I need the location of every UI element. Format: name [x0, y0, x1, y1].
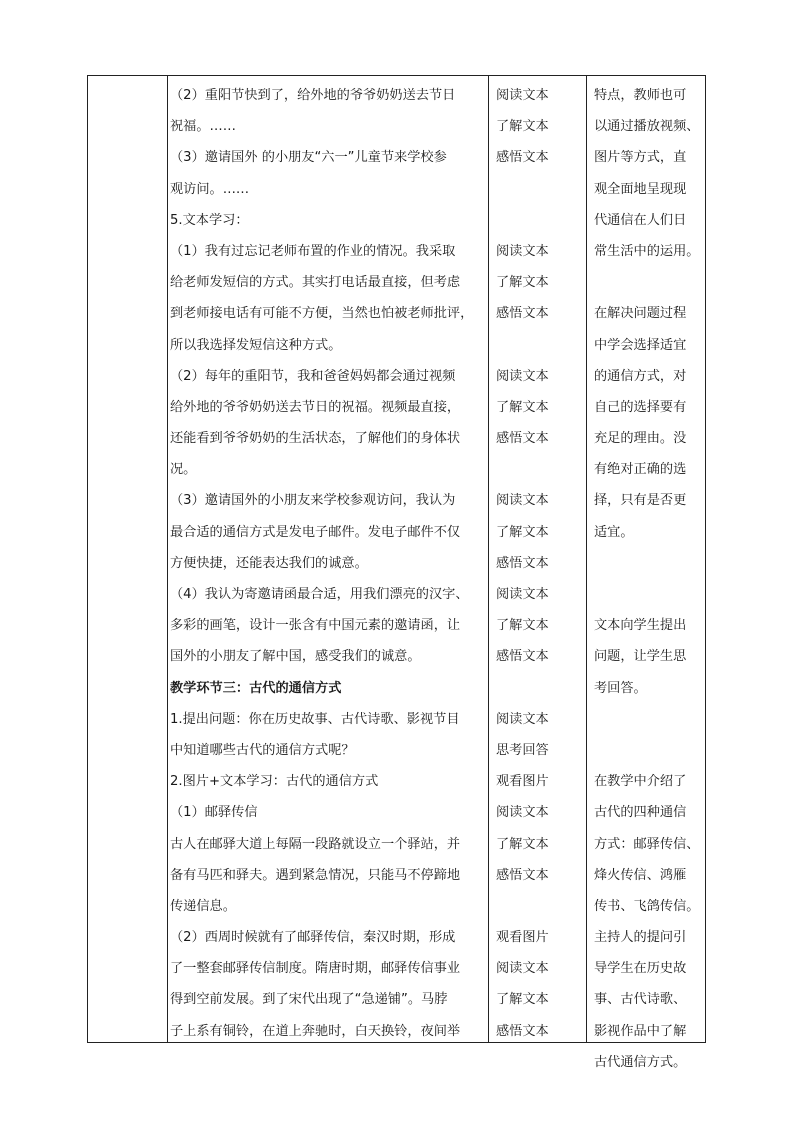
text-line: 况。 [170, 462, 197, 478]
text-line: 事、古代诗歌、 [594, 992, 687, 1008]
text-line [496, 330, 586, 361]
text-line: 给老师发短信的方式。其实打电话最直接，但考虑 [170, 275, 461, 291]
text-line: 观看图片 [496, 774, 549, 790]
text-line: 中学会选择适宜 [594, 337, 687, 353]
column-divider [488, 76, 489, 1042]
text-line: 传书、飞鸽传信。 [594, 898, 700, 914]
text-line: 还能看到爷爷奶奶的生活状态，了解他们的身体状 [170, 431, 461, 447]
text-line: （2）西周时候就有了邮驿传信，秦汉时期，形成 [170, 930, 456, 946]
student-activity-column [496, 80, 586, 1047]
text-line: 观访问。…… [170, 181, 250, 197]
text-line [594, 267, 704, 298]
text-line: 了解文本 [496, 524, 549, 540]
text-line: 到老师接电话有可能不方便，当然也怕被老师批评， [170, 306, 474, 322]
text-line: 代通信在人们日 [594, 212, 687, 228]
text-line: 古代的四种通信 [594, 805, 687, 821]
text-line [594, 704, 704, 735]
text-line: （3）邀请国外 的小朋友“六一”儿童节来学校参 [170, 150, 447, 166]
text-line: 感悟文本 [496, 555, 549, 571]
text-line: 阅读文本 [496, 88, 549, 103]
text-line [496, 891, 586, 922]
text-line: 所以我选择发短信这种方式。 [170, 337, 342, 353]
text-line: 问题，让学生思 [594, 649, 687, 665]
text-line: 阅读文本 [496, 805, 549, 821]
text-line [496, 174, 586, 205]
text-line [496, 205, 586, 236]
text-line: 感悟文本 [496, 1023, 549, 1039]
text-line: 阅读文本 [496, 711, 549, 727]
text-line [594, 735, 704, 766]
text-line: 以通过播放视频、 [594, 119, 700, 135]
teaching-content-column [170, 80, 488, 1047]
text-line: 了解文本 [496, 399, 549, 415]
text-line: 在教学中介绍了 [594, 774, 687, 790]
text-line: 了解文本 [496, 836, 549, 852]
text-line [594, 579, 704, 610]
column-divider [167, 76, 168, 1042]
text-line: 了解文本 [496, 119, 549, 135]
text-line: 古人在邮驿大道上每隔一段路就设立一个驿站，并 [170, 836, 461, 852]
text-line: 感悟文本 [496, 867, 549, 883]
text-line: 方便快捷，还能表达我们的诚意。 [170, 555, 368, 571]
text-line: 了解文本 [496, 275, 549, 291]
text-line: （4）我认为寄邀请函最合适，用我们漂亮的汉字、 [170, 587, 469, 602]
text-line: 阅读文本 [496, 587, 549, 602]
text-line: 考回答。 [594, 680, 647, 696]
text-line: 1.提出问题：你在历史故事、古代诗歌、影视节目 [170, 711, 460, 727]
text-line: （1）邮驿传信 [170, 805, 258, 821]
text-line: 观看图片 [496, 930, 549, 946]
text-line: 在解决问题过程 [594, 306, 687, 322]
text-line: 文本向学生提出 [594, 618, 687, 634]
text-line: 国外的小朋友了解中国，感受我们的诚意。 [170, 649, 421, 665]
column-divider [586, 76, 587, 1042]
text-line: 多彩的画笔，设计一张含有中国元素的邀请函，让 [170, 618, 461, 634]
text-line: （2）重阳节快到了，给外地的爷爷奶奶送去节日 [170, 88, 456, 103]
text-line: 了解文本 [496, 992, 549, 1008]
text-line: 传递信息。 [170, 898, 236, 914]
text-line: 影视作品中了解 [594, 1023, 687, 1039]
text-line: 得到空前发展。到了宋代出现了“急递铺”。马脖 [170, 992, 448, 1008]
text-line: （1）我有过忘记老师布置的作业的情况。我采取 [170, 243, 456, 259]
text-line: 自己的选择要有 [594, 399, 687, 415]
text-line: 最合适的通信方式是发电子邮件。发电子邮件不仅 [170, 524, 461, 540]
text-line [594, 548, 704, 579]
text-line: 中知道哪些古代的通信方式呢？ [170, 742, 355, 758]
text-line: 2.图片+文本学习：古代的通信方式 [170, 774, 379, 790]
text-line: 阅读文本 [496, 961, 549, 977]
text-line: 充足的理由。没 [594, 431, 687, 447]
text-line: 阅读文本 [496, 368, 549, 384]
text-line: 感悟文本 [496, 306, 549, 322]
text-line: 特点，教师也可 [594, 88, 687, 103]
text-line: 祝福。…… [170, 119, 236, 135]
lesson-plan-table [87, 75, 706, 1070]
text-line: 教学环节三：古代的通信方式 [170, 680, 342, 696]
text-line: 择，只有是否更 [594, 493, 687, 509]
text-line: 阅读文本 [496, 493, 549, 509]
text-line: 思考回答 [496, 742, 549, 758]
text-line: 给外地的爷爷奶奶送去节日的祝福。视频最直接， [170, 399, 461, 415]
design-intent-column [594, 80, 704, 1078]
text-line: 感悟文本 [496, 649, 549, 665]
text-line: 感悟文本 [496, 150, 549, 166]
text-line [496, 454, 586, 485]
text-line: 主持人的提问引 [594, 930, 687, 946]
text-line: 了一整套邮驿传信制度。隋唐时期，邮驿传信事业 [170, 961, 461, 977]
text-line: 古代通信方式。 [594, 1054, 687, 1070]
text-line: 的通信方式，对 [594, 368, 687, 384]
text-line [496, 673, 586, 704]
text-line: 子上系有铜铃，在道上奔驰时，白天换铃，夜间举 [170, 1023, 461, 1039]
text-line: 阅读文本 [496, 243, 549, 259]
text-line: 备有马匹和驿夫。遇到紧急情况，只能马不停蹄地 [170, 867, 461, 883]
text-line: 观全面地呈现现 [594, 181, 687, 197]
text-line: 适宜。 [594, 524, 634, 540]
text-line: 图片等方式，直 [594, 150, 687, 166]
text-line: 有绝对正确的选 [594, 462, 687, 478]
text-line: （2）每年的重阳节，我和爸爸妈妈都会通过视频 [170, 368, 456, 384]
text-line: 常生活中的运用。 [594, 243, 700, 259]
text-line: 了解文本 [496, 618, 549, 634]
text-line: 方式：邮驿传信、 [594, 836, 700, 852]
text-line: 感悟文本 [496, 431, 549, 447]
text-line: 烽火传信、鸿雁 [594, 867, 687, 883]
text-line: （3）邀请国外的小朋友来学校参观访问，我认为 [170, 493, 456, 509]
text-line: 5.文本学习： [170, 212, 249, 228]
text-line: 导学生在历史故 [594, 961, 687, 977]
